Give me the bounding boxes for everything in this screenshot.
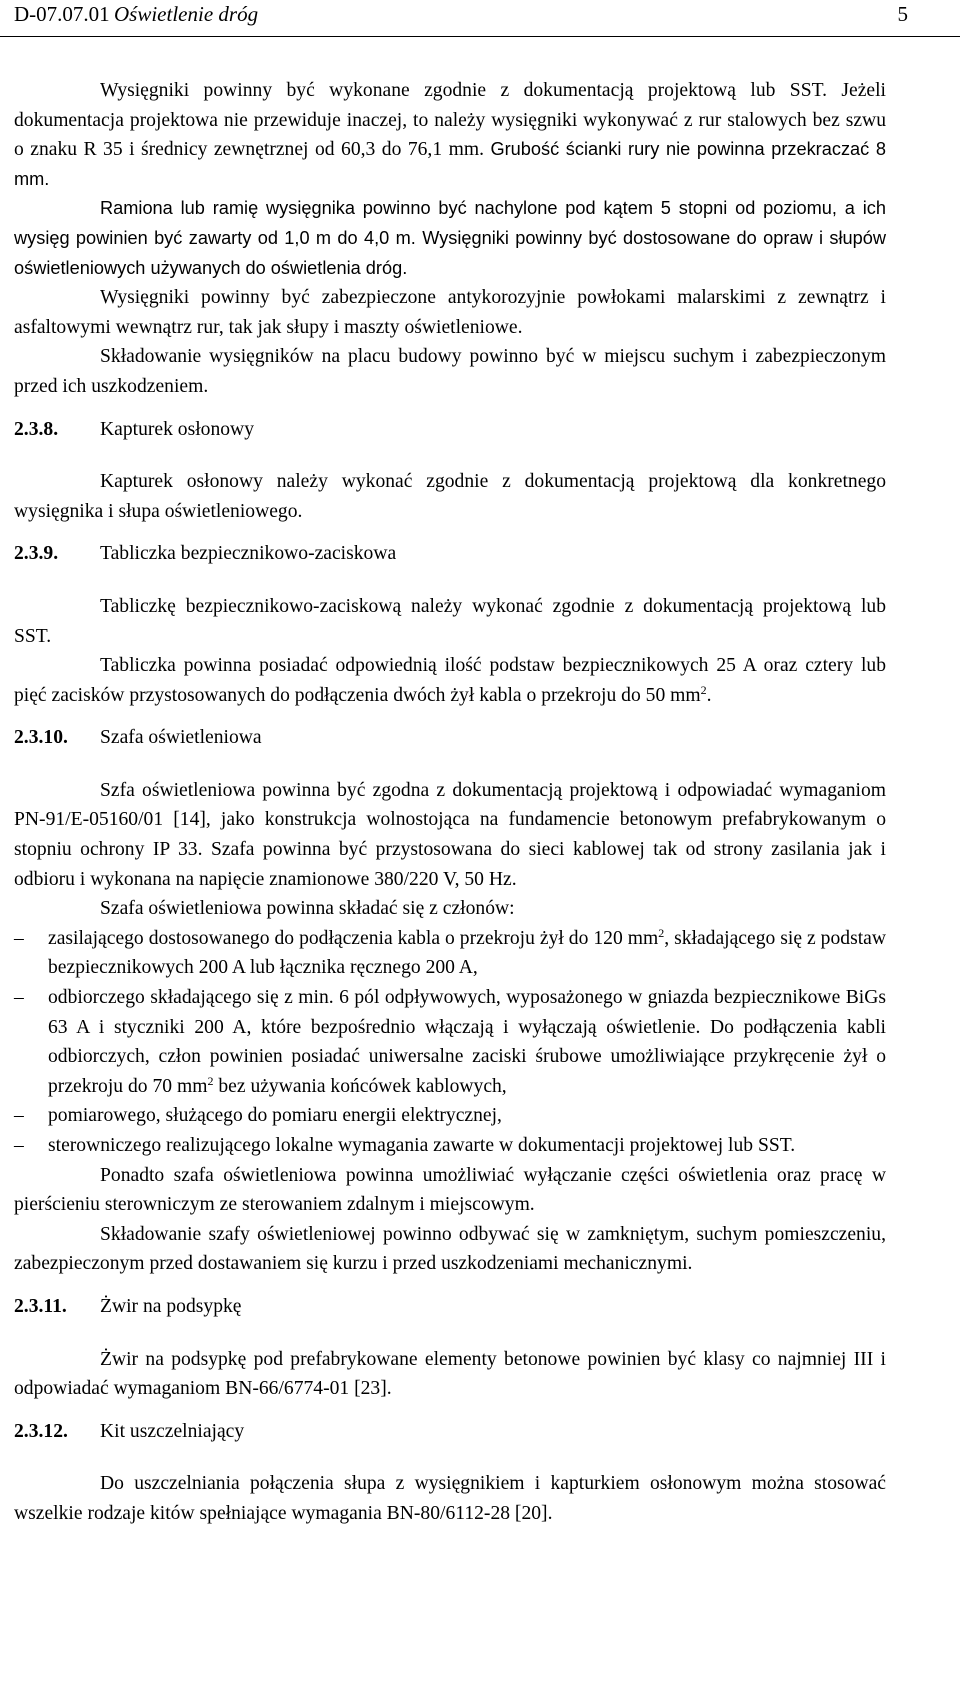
section-heading-2-3-12: 2.3.12. Kit uszczelniający [14, 1420, 245, 1442]
paragraph: Tabliczkę bezpiecznikowo-zaciskową należy wykonać zgodnie z dokumentacją projektową lub SST. [14, 595, 886, 647]
paragraph: Szfa oświetleniowa powinna być zgodna z dokumentacją projektową i odpowiadać wymaganiom PN-91/E-05160/01 [14], jako konstrukcja wolnostojąca na fundamencie betonowym prefabrykowanym o stopniu ochrony IP 33. Szafa powinna być przystosowana do sieci kablowej tak od strony zasilania jak i odbioru i wykonana na napięcie znamionowe 380/220 V, 50 Hz. [14, 779, 886, 890]
paragraph: Składowanie szafy oświetleniowej powinno odbywać się w zamkniętym, suchym pomieszczeniu, zabezpieczonym przed dostawaniem się kurzu i przed uszkodzeniami mechanicznymi. [14, 1223, 886, 1275]
section-heading-2-3-10: 2.3.10. Szafa oświetleniowa [14, 727, 262, 749]
list-item: – sterowniczego realizującego lokalne wymagania zawarte w dokumentacji projektowej lub SST. [14, 1135, 796, 1156]
section-heading-2-3-9: 2.3.9. Tabliczka bezpiecznikowo-zaciskowa [14, 543, 397, 565]
document-body [14, 76, 886, 1529]
paragraph: Składowanie wysięgników na placu budowy powinno być w miejscu suchym i zabezpieczonym przed ich uszkodzeniem. [14, 346, 886, 397]
paragraph: Wysięgniki powinny być wykonane zgodnie z dokumentacją projektową lub SST. Jeżeli dokumentacja projektowa nie przewiduje inaczej, to należy wysięgniki wykonywać z rur stalowych bez szwu o znaku R 35 i średnicy zewnętrznej od 60,3 do 76,1 mm. Grubość ścianki rury nie powinna przekraczać 8 mm. [14, 80, 886, 189]
list-item: – zasilającego dostosowanego do podłączenia kabla o przekroju żył do 120 $mm^2$, składającego się z podstaw bezpiecznikowych 200 A lub łącznika ręcznego 200 A, [14, 925, 886, 979]
paragraph: Kapturek osłonowy należy wykonać zgodnie z dokumentacją projektową dla konkretnego wysięgnika i słupa oświetleniowego. [14, 471, 886, 522]
section-heading-2-3-11: 2.3.11. Żwir na podsypkę [14, 1295, 242, 1317]
header-rule [0, 36, 960, 37]
page-number: 5 [897, 2, 908, 26]
list-item: – pomiarowego, służącego do pomiaru energii elektrycznej, [14, 1105, 502, 1127]
section-heading-2-3-8: 2.3.8. Kapturek osłonowy [14, 418, 255, 440]
paragraph: Żwir na podsypkę pod prefabrykowane elementy betonowe powinien być klasy co najmniej III i odpowiadać wymaganiom BN-66/6774-01 [23]. [14, 1348, 886, 1400]
paragraph: Do uszczelniania połączenia słupa z wysięgnikiem i kapturkiem osłonowym można stosować wszelkie rodzaje kitów spełniające wymagania BN-80/6112-28 [20]. [14, 1473, 886, 1524]
paragraph: Ramiona lub ramię wysięgnika powinno być nachylone pod kątem 5 stopni od poziomu, a ich wysięg powinien być zawarty od 1,0 m do 4,0 m. Wysięgniki powinny być dostosowane do opraw i słupów oświetleniowych używanych do oświetlenia dróg. [14, 198, 886, 278]
paragraph: Tabliczka powinna posiadać odpowiednią ilość podstaw bezpiecznikowych 25 A oraz cztery lub pięć zacisków przystosowanych do podłączenia dwóch żył kabla o przekroju do 50 $mm^2$. [14, 655, 886, 706]
list-item: – odbiorczego składającego się z min. 6 pól odpływowych, wyposażonego w gniazda bezpiecznikowe BiGs 63 A i styczniki 200 A, które bezpośrednio włączają i wyłączają oświetlenie. Do podłączenia kabli odbiorczych, człon powinien posiadać uniwersalne zaciski śrubowe umożliwiające przykręcenie żył o przekroju do 70 $mm^2$ bez używania końcówek kablowych, [14, 987, 886, 1097]
header-title: Oświetlenie dróg [114, 2, 259, 26]
paragraph: Szafa oświetleniowa powinna składać się z członów: [100, 898, 515, 920]
document-code: D-07.07.01 [14, 2, 110, 26]
components-list [14, 924, 886, 1161]
paragraph: Ponadto szafa oświetleniowa powinna umożliwiać wyłączanie części oświetlenia oraz pracę w pierścieniu sterowniczym ze sterowaniem zdalnym i miejscowym. [14, 1164, 886, 1216]
page-header [14, 2, 908, 32]
paragraph: Wysięgniki powinny być zabezpieczone antykorozyjnie powłokami malarskimi z zewnątrz i asfaltowymi wewnątrz rur, tak jak słupy i maszty oświetleniowe. [14, 287, 886, 338]
